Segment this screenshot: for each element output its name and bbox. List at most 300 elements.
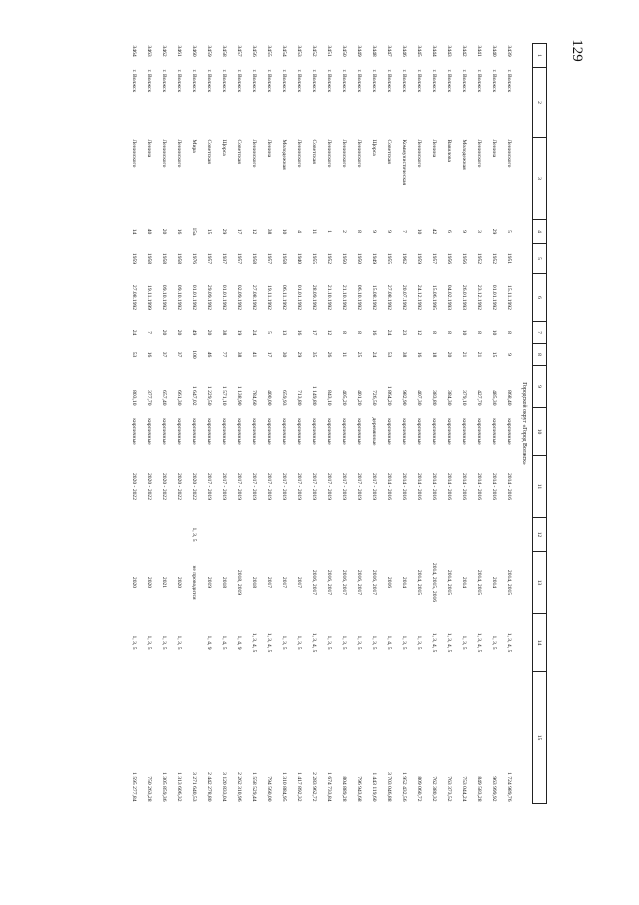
cell-work-types-a [262,518,277,552]
column-number-10: 10 [533,408,547,456]
column-number-6: 6 [533,274,547,322]
cell-year-built: 1958 [176,252,183,265]
cell-cost: 794 560,00 [266,776,273,802]
column-number-13: 13 [533,552,547,614]
cell-city: г. Волжск [266,69,273,93]
cell-house-number: 7 [401,230,408,233]
cell-apartments-count: 20 [161,329,168,336]
cell-city: г. Волжск [206,69,213,93]
cell-apartments-count: 24 [386,329,393,336]
cell-city: г. Волжск [491,69,498,93]
cell-row-number: 3441 [476,45,483,57]
cell-house-number: 40 [146,228,153,235]
cell-work-types-a [202,518,217,552]
cell-row-number: 3453 [296,45,303,57]
cell-planned-years: 2014 [401,576,408,589]
cell-wall-material: кирпичные [221,418,228,445]
cell-street: Мира [191,139,198,153]
cell-area: 400,00 [266,390,273,406]
table-row [292,44,307,804]
cell-work-types-a [232,518,247,552]
cell-registration-date: 27.08.1992 [386,284,393,311]
cell-period: 2014 - 2016 [506,472,513,501]
cell-house-number: 12 [251,228,258,235]
cell-house-number: 2 [341,230,348,233]
cell-wall-material: деревянные [371,417,378,446]
cell-wall-material: кирпичные [446,418,453,445]
cell-row-number: 3455 [266,45,273,57]
cell-row-number: 3451 [326,45,333,57]
cell-cost: 1 313 606,32 [176,772,183,802]
cell-area: 379,10 [461,390,468,406]
cell-cost: 3 703 046,88 [386,772,393,802]
cell-residents-count: 24 [371,351,378,358]
cell-street: Ленинского [341,139,348,168]
cell-work-types-a [217,518,232,552]
cell-residents-count: 21 [476,351,483,358]
cell-period: 2017 - 2019 [206,472,213,501]
cell-street: Коммунистическая [401,139,408,186]
cell-apartments-count: 8 [446,331,453,334]
cell-apartments-count: 12 [416,329,423,336]
table-row [337,44,352,804]
table-row [187,44,202,804]
cell-apartments-count: 10 [461,329,468,336]
cell-work-types-a [337,518,352,552]
cell-work-types: 1, 3, 5 [176,635,183,650]
table-row [217,44,232,804]
cell-city: г. Волжск [461,69,468,93]
cell-city: г. Волжск [161,69,168,93]
cell-house-number: 20 [161,228,168,235]
cell-work-types-a [172,518,187,552]
cell-residents-count: 16 [416,351,423,358]
cell-area: 1 647,02 [191,385,198,406]
cell-row-number: 3457 [236,45,243,57]
cell-row-number: 3444 [431,45,438,57]
table-row [412,44,427,804]
cell-period: 2014 - 2016 [386,472,393,501]
cell-wall-material: кирпичные [251,418,258,445]
cell-period: 2020 - 2022 [131,472,138,501]
cell-period: 2017 - 2019 [356,472,363,501]
cell-apartments-count: 10 [491,329,498,336]
table-row [232,44,247,804]
cell-wall-material: кирпичные [146,418,153,445]
cell-row-number: 3454 [281,45,288,57]
cell-planned-years: 2016 [386,576,393,589]
cell-house-number: 15а [191,227,198,236]
cell-apartments-count: 8 [356,331,363,334]
cell-city: г. Волжск [506,69,513,93]
cell-city: г. Волжск [146,69,153,93]
cell-row-number: 3450 [341,45,348,57]
cell-residents-count: 15 [491,351,498,358]
cell-wall-material: кирпичные [491,418,498,445]
cell-registration-date: 21.10.1992 [341,284,348,311]
cell-cost: 1 305 859,36 [161,772,168,802]
cell-period: 2014 - 2016 [446,472,453,501]
cell-house-number: 1 [326,230,333,233]
cell-area: 868,40 [506,390,513,406]
cell-apartments-count: 19 [236,329,243,336]
column-number-row [533,44,547,804]
cell-house-number: 29 [491,228,498,235]
cell-work-types-a [367,518,382,552]
cell-cost: 753 044,24 [461,776,468,802]
cell-planned-years: не проводится [191,565,198,600]
cell-year-built: 1962 [401,252,408,265]
cell-planned-years: 2014, 2015 [506,569,513,596]
cell-area: 982,90 [401,390,408,406]
cell-period: 2014 - 2016 [431,472,438,501]
cell-planned-years: 2014, 2015 [476,569,483,596]
cell-house-number: 38 [266,228,273,235]
cell-registration-date: 15.08.1992 [371,284,378,311]
cell-area: 383,80 [431,390,438,406]
cell-apartments-count: 24 [131,329,138,336]
cell-house-number: 9 [461,230,468,233]
cell-row-number: 3452 [311,45,318,57]
cell-residents-count: 25 [356,351,363,358]
cell-cost: 1 310 884,95 [281,772,288,802]
cell-period: 2020 - 2022 [146,472,153,501]
cell-year-built: 1955 [386,252,393,265]
cell-residents-count: 53 [386,351,393,358]
cell-year-built: 1950 [356,252,363,265]
cell-registration-date: 09.10.1992 [176,284,183,311]
cell-planned-years: 2016, 2017 [356,569,363,596]
cell-year-built: 1958 [281,252,288,265]
cell-wall-material: кирпичные [386,418,393,445]
cell-registration-date: 01.01.1992 [491,284,498,311]
cell-registration-date: 09.10.1992 [161,284,168,311]
cell-year-built: 1956 [461,252,468,265]
cell-year-built: 1956 [446,252,453,265]
cell-apartments-count: 8 [431,331,438,334]
cell-work-types-a [322,518,337,552]
cell-registration-date: 01.01.1992 [191,284,198,311]
cell-work-types: 1, 4, 5 [221,635,228,650]
cell-cost: 763 373,52 [446,776,453,802]
cell-house-number: 8 [356,230,363,233]
cell-period: 2017 - 2019 [266,472,273,501]
cell-residents-count: 100 [191,350,198,359]
cell-residents-count: 38 [401,351,408,358]
cell-apartments-count: 7 [146,331,153,334]
cell-wall-material: кирпичные [191,418,198,445]
cell-year-built: 1959 [416,252,423,265]
cell-area: 1 149,80 [311,385,318,406]
cell-work-types-a [352,518,367,552]
cell-row-number: 3443 [446,45,453,57]
cell-house-number: 6 [446,230,453,233]
cell-area: 657,40 [161,390,168,406]
cell-apartments-count: 13 [281,329,288,336]
cell-registration-date: 19.11.1992 [266,285,273,310]
cell-street: Ленинского [251,139,258,168]
cell-registration-date: 26.01.1993 [461,284,468,311]
cell-work-types: 1, 3, 5 [161,635,168,650]
cell-city: г. Волжск [296,69,303,93]
cell-residents-count: 46 [206,351,213,358]
cell-area: 1 864,20 [386,385,393,406]
cell-apartments-count: 23 [401,329,408,336]
cell-planned-years: 2014 [491,576,498,589]
cell-year-built: 1937 [221,252,228,265]
cell-area: 401,20 [356,390,363,406]
cell-cost: 849 583,28 [476,776,483,802]
cell-work-types-a [502,518,517,552]
cell-cost: 3 271 640,53 [191,772,198,802]
cell-row-number: 3447 [386,45,393,57]
cell-apartments-count: 38 [221,329,228,336]
cell-planned-years: 2020 [131,576,138,589]
cell-residents-count: 26 [326,351,333,358]
cell-house-number: 16 [176,228,183,235]
cell-work-types: 1, 3, 4, 5 [266,632,273,653]
cell-street: Ленинского [296,139,303,168]
cell-street: Ленина [266,139,273,158]
column-number-8: 8 [533,344,547,366]
cell-apartments-count: 16 [371,329,378,336]
cell-period: 2017 - 2019 [251,472,258,501]
cell-work-types: 1, 3, 5 [281,635,288,650]
cell-street: Ленинского [176,139,183,168]
column-number-7: 7 [533,322,547,344]
cell-area: 1 229,50 [206,385,213,406]
cell-house-number: 5 [506,230,513,233]
cell-area: 485,30 [491,390,498,406]
table-row [487,44,502,804]
cell-cost: 1 952 432,56 [401,772,408,802]
cell-work-types: 1, 4, 9 [236,635,243,650]
cell-wall-material: кирпичные [131,418,138,445]
cell-row-number: 3442 [461,45,468,57]
cell-apartments-count: 20 [176,329,183,336]
cell-street: Советская [386,139,393,164]
cell-street: Ленина [146,139,153,158]
cell-work-types: 1, 3, 4, 5 [476,632,483,653]
cell-work-types: 1, 3, 5 [491,635,498,650]
cell-house-number: 10 [281,228,288,235]
cell-registration-date: 06.11.1992 [281,285,288,310]
cell-area: 784,60 [251,390,258,406]
cell-year-built: 1949 [371,252,378,265]
cell-apartments-count: 49 [191,329,198,336]
cell-row-number: 3449 [356,45,363,57]
cell-work-types: 1, 3, 5 [296,635,303,650]
section-row [517,44,533,804]
cell-residents-count: 18 [431,351,438,358]
cell-residents-count: 11 [341,351,348,358]
cell-street: Ленинского [356,139,363,168]
cell-year-built: 1950 [341,252,348,265]
cell-work-types-a [397,518,412,552]
table-row [382,44,397,804]
cell-work-types: 1, 3, 4, 5 [446,632,453,653]
cell-period: 2014 - 2016 [416,472,423,501]
cell-city: г. Волжск [446,69,453,93]
cell-work-types-a [382,518,397,552]
cell-year-built: 1940 [296,252,303,265]
column-number-2: 2 [533,68,547,138]
cell-registration-date: 24.12.1992 [416,284,423,311]
cell-year-built: 1958 [161,252,168,265]
cell-wall-material: кирпичные [356,418,363,445]
cell-period: 2020 - 2022 [191,472,198,501]
cell-cost: 2 442 278,80 [206,772,213,802]
cell-wall-material: кирпичные [236,418,243,445]
cell-work-types: 1, 3, 5 [401,635,408,650]
cell-apartments-count: 16 [296,329,303,336]
table-row [367,44,382,804]
cell-residents-count: 20 [446,351,453,358]
cell-year-built: 1957 [266,252,273,265]
cell-registration-date: 01.01.1992 [296,284,303,311]
cell-city: г. Волжск [386,69,393,93]
cell-work-types-a [157,518,172,552]
cell-year-built: 1957 [431,252,438,265]
cell-year-built: 1952 [326,252,333,265]
cell-street: Щорса [371,139,378,156]
cell-street: Ленина [491,139,498,158]
cell-row-number: 3461 [176,45,183,57]
cell-house-number: 4 [296,230,303,233]
cell-wall-material: кирпичные [506,418,513,445]
table-row [502,44,517,804]
cell-cost: 750 263,28 [146,776,153,802]
cell-work-types-a [142,518,157,552]
cell-period: 2017 - 2019 [296,472,303,501]
cell-year-built: 1952 [476,252,483,265]
cell-street: Щорса [221,139,228,156]
column-number-11: 11 [533,456,547,518]
cell-area: 843,10 [326,390,333,406]
cell-row-number: 3439 [506,45,513,57]
table-row [397,44,412,804]
cell-cost: 963 999,92 [491,776,498,802]
cell-area: 659,93 [281,390,288,406]
cell-residents-count: 17 [266,351,273,358]
cell-year-built: 1958 [146,252,153,265]
cell-residents-count: 38 [236,351,243,358]
cell-registration-date: 02.09.1992 [236,284,243,311]
cell-wall-material: кирпичные [326,418,333,445]
cell-row-number: 3445 [416,45,423,57]
table-row [307,44,322,804]
cell-period: 2014 - 2016 [401,472,408,501]
cell-city: г. Волжск [431,69,438,93]
cell-registration-date: 29.09.1992 [206,284,213,311]
table-row [172,44,187,804]
cell-residents-count: 9 [506,353,513,356]
cell-work-types: 1, 3, 5 [371,635,378,650]
cell-cost: 2 283 962,72 [311,772,318,802]
cell-planned-years: 2014, 2015 [416,569,423,596]
table-row [127,44,142,804]
cell-wall-material: кирпичные [416,418,423,445]
cell-planned-years: 2018 [251,576,258,589]
cell-street: Ленина [431,139,438,158]
cell-period: 2014 - 2016 [476,472,483,501]
cell-period: 2020 - 2022 [161,472,168,501]
cell-city: г. Волжск [251,69,258,93]
cell-city: г. Волжск [191,69,198,93]
cell-work-types: 1, 4, 5 [386,635,393,650]
cell-year-built: 1957 [236,252,243,265]
cell-wall-material: кирпичные [206,418,213,445]
cell-registration-date: 15.11.1992 [506,285,513,310]
cell-wall-material: кирпичные [176,418,183,445]
cell-registration-date: 04.02.1993 [446,284,453,311]
cell-residents-count: 29 [296,351,303,358]
cell-apartments-count: 12 [326,329,333,336]
cell-residents-count: 37 [161,351,168,358]
cell-area: 661,30 [176,390,183,406]
cell-cost: 1 558 529,44 [251,772,258,802]
cell-work-types: 1, 3, 5 [146,635,153,650]
cell-residents-count: 37 [176,351,183,358]
cell-residents-count: 16 [146,351,153,358]
cell-planned-years: 2020 [146,576,153,589]
cell-cost: 1 674 733,84 [326,772,333,802]
cell-row-number: 3459 [206,45,213,57]
cell-city: г. Волжск [176,69,183,93]
cell-street: Советская [236,139,243,164]
cell-street: Советская [311,139,318,164]
column-number-4: 4 [533,220,547,244]
cell-city: г. Волжск [476,69,483,93]
cell-house-number: 11 [311,228,318,235]
cell-city: г. Волжск [356,69,363,93]
cell-work-types: 1, 3, 5 [131,635,138,650]
cell-cost: 1 724 989,76 [506,772,513,802]
cell-city: г. Волжск [131,69,138,93]
table-row [352,44,367,804]
cell-city: г. Волжск [221,69,228,93]
table-row [442,44,457,804]
cell-house-number: 9 [386,230,393,233]
cell-planned-years: 2021 [161,576,168,589]
cell-registration-date: 28.09.1992 [311,284,318,311]
cell-house-number: 14 [131,228,138,235]
cell-city: г. Волжск [281,69,288,93]
cell-row-number: 3456 [251,45,258,57]
cell-period: 2017 - 2019 [221,472,228,501]
cell-registration-date: 01.01.1992 [221,284,228,311]
cell-registration-date: 15.06.1995 [431,284,438,311]
cell-year-built: 1955 [311,252,318,265]
cell-work-types: 1, 4, 9 [206,635,213,650]
cell-wall-material: кирпичные [431,418,438,445]
cell-period: 2014 - 2016 [461,472,468,501]
cell-work-types-a [127,518,142,552]
cell-cost: 762 380,32 [431,776,438,802]
cell-cost: 804 889,28 [341,776,348,802]
cell-area: 803,10 [131,390,138,406]
column-number-9: 9 [533,366,547,408]
table-body [127,44,533,804]
cell-year-built: 1951 [506,252,513,265]
cell-planned-years: 2016, 2017 [311,569,318,596]
column-number-5: 5 [533,244,547,274]
column-number-3: 3 [533,138,547,220]
page-number: 129 [568,39,585,62]
section-title: Городской округ «Город Волжск» [521,382,528,465]
table-row [472,44,487,804]
cell-cost: 1 595 277,84 [131,772,138,802]
